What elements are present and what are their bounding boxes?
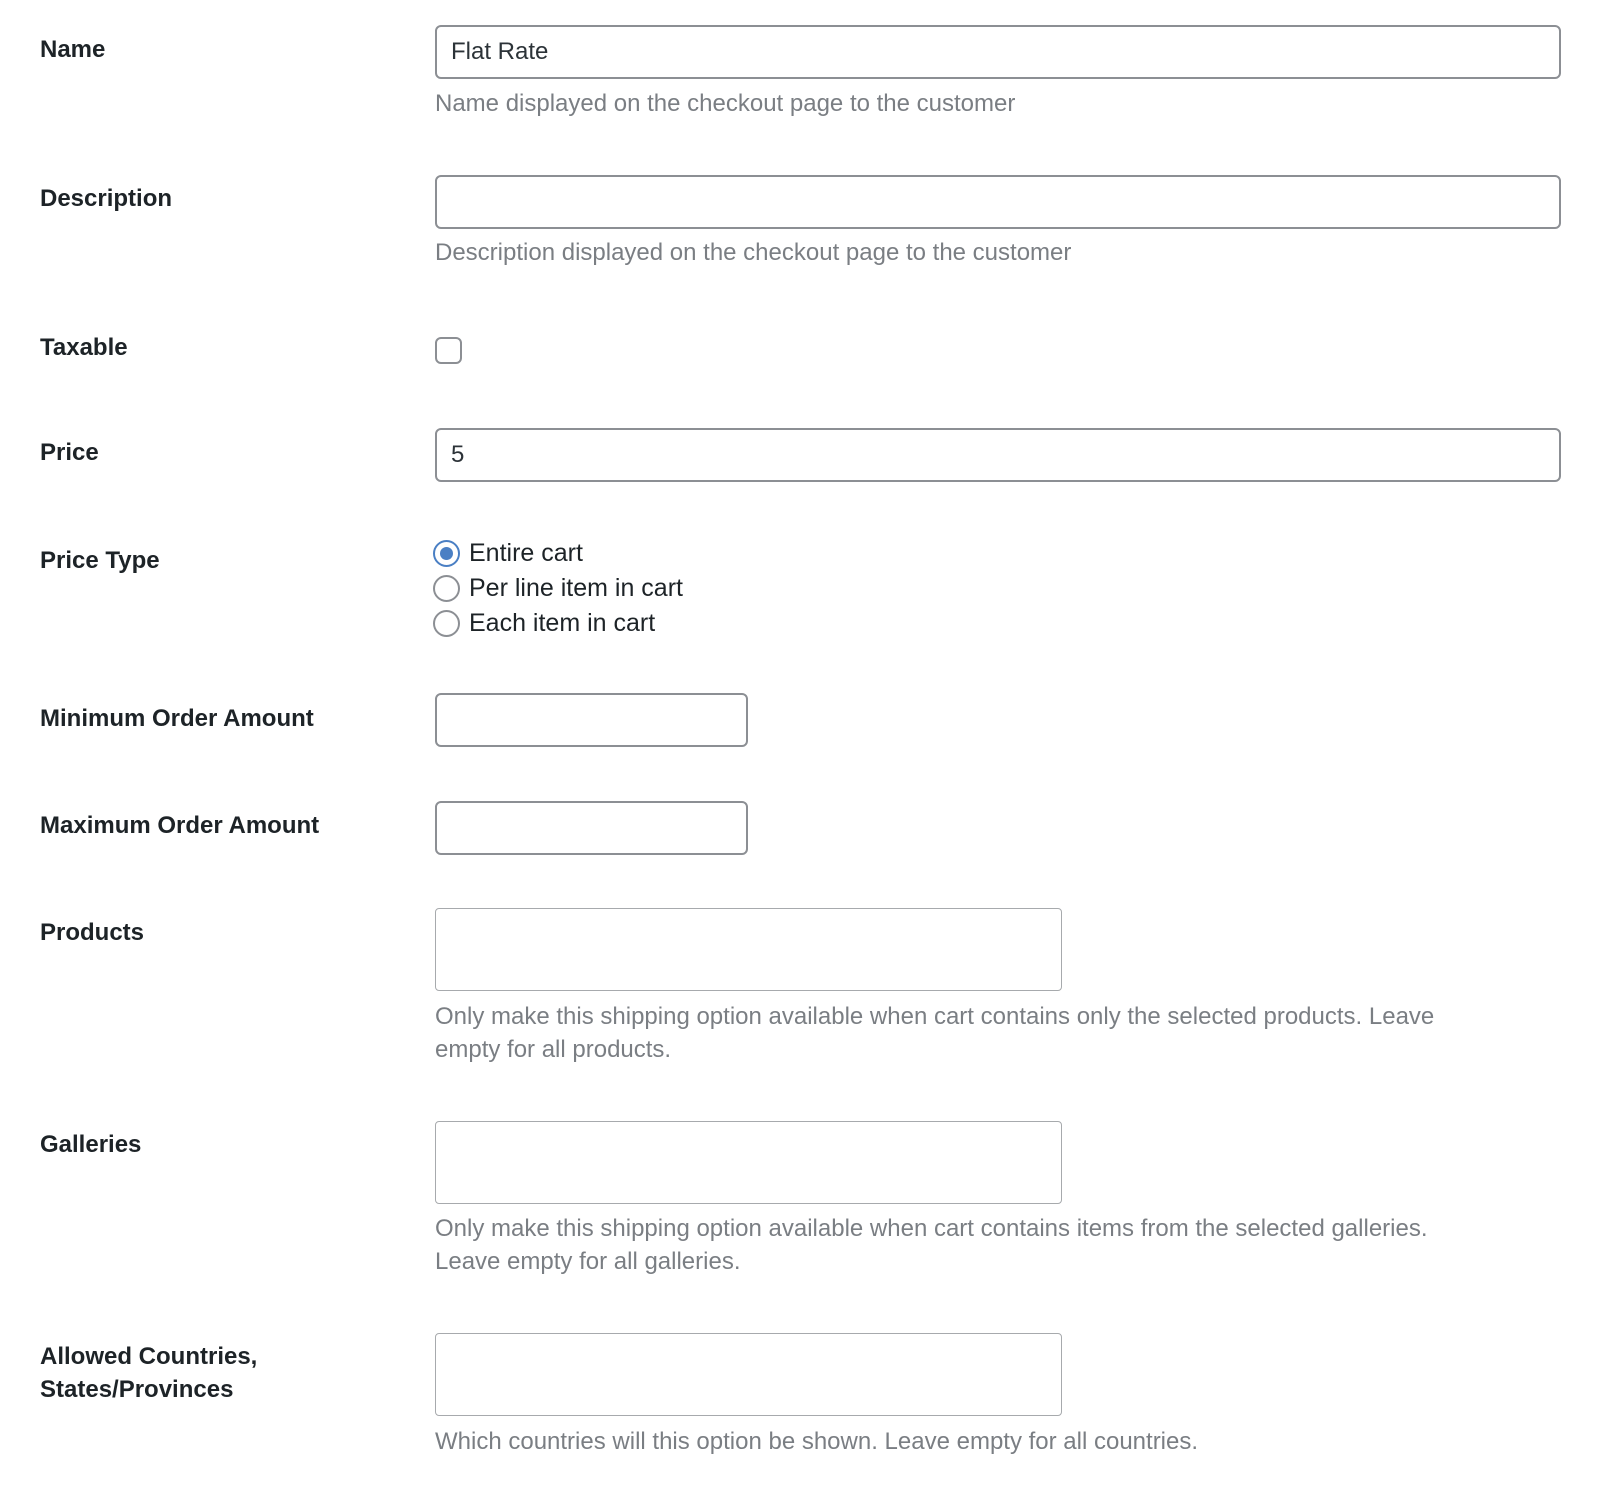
price-type-label: Price Type xyxy=(40,547,160,574)
name-input[interactable] xyxy=(435,25,1561,79)
galleries-label: Galleries xyxy=(40,1131,142,1158)
description-input[interactable] xyxy=(435,175,1561,229)
name-hint: Name displayed on the checkout page to the customer xyxy=(435,90,1016,117)
min-order-input[interactable] xyxy=(435,693,748,747)
radio-label-each-item: Each item in cart xyxy=(469,608,656,637)
galleries-select[interactable] xyxy=(435,1121,1062,1204)
taxable-label: Taxable xyxy=(40,334,128,361)
products-select[interactable] xyxy=(435,908,1062,991)
galleries-hint-line2: Leave empty for all galleries. xyxy=(435,1248,741,1275)
radio-entire-cart[interactable] xyxy=(433,540,460,567)
products-label: Products xyxy=(40,919,145,946)
countries-label-line1: Allowed Countries, xyxy=(40,1343,258,1370)
products-hint-line1: Only make this shipping option available when cart contains only the selected products. Leave xyxy=(435,1003,1435,1030)
price-input[interactable] xyxy=(435,428,1561,482)
radio-per-line-item[interactable] xyxy=(433,575,460,602)
max-order-label: Maximum Order Amount xyxy=(40,812,320,839)
products-hint-line2: empty for all products. xyxy=(435,1036,672,1063)
radio-label-per-line-item: Per line item in cart xyxy=(469,573,683,602)
taxable-checkbox[interactable] xyxy=(435,337,462,364)
radio-label-entire-cart: Entire cart xyxy=(469,538,583,567)
description-label: Description xyxy=(40,185,173,212)
radio-each-item[interactable] xyxy=(433,610,460,637)
galleries-hint-line1: Only make this shipping option available when cart contains items from the selected galleries. xyxy=(435,1215,1428,1242)
countries-select[interactable] xyxy=(435,1333,1062,1416)
max-order-input[interactable] xyxy=(435,801,748,855)
price-type-option-entire-cart[interactable] xyxy=(433,536,583,570)
countries-hint: Which countries will this option be shown. Leave empty for all countries. xyxy=(435,1428,1199,1455)
name-label: Name xyxy=(40,36,106,63)
min-order-label: Minimum Order Amount xyxy=(40,705,314,732)
description-hint: Description displayed on the checkout page to the customer xyxy=(435,239,1072,266)
price-type-option-per-line-item[interactable] xyxy=(433,571,683,605)
price-type-option-each-item[interactable] xyxy=(433,606,655,640)
price-label: Price xyxy=(40,439,99,466)
countries-label-line2: States/Provinces xyxy=(40,1376,234,1403)
